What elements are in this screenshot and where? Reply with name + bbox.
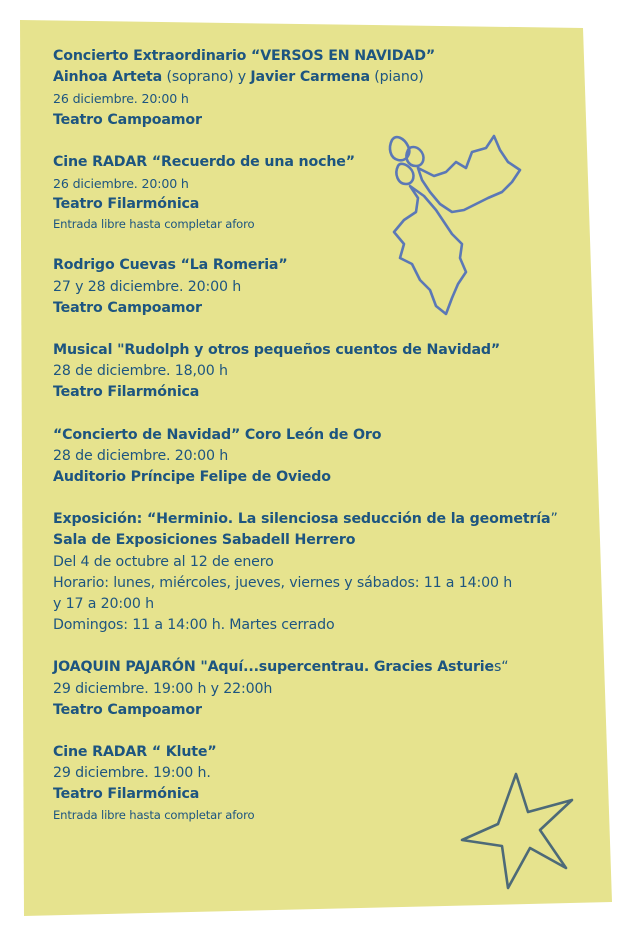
- event-block: [53, 509, 593, 636]
- event-line: [53, 679, 593, 700]
- event-line: [53, 110, 593, 131]
- text-run: Del 4 de octubre al 12 de enero: [53, 553, 274, 570]
- event-line: [53, 615, 593, 636]
- event-line: [53, 700, 593, 721]
- event-line: [53, 530, 593, 551]
- event-block: [53, 657, 593, 721]
- text-run: Exposición: “Herminio. La silenciosa seducción de la geometría: [53, 511, 551, 528]
- event-line: [53, 425, 593, 446]
- text-run: Cine RADAR “ Klute”: [53, 744, 217, 761]
- text-run: s“: [493, 659, 509, 676]
- event-line: [53, 215, 593, 234]
- event-line: [53, 340, 593, 361]
- event-block: [53, 425, 593, 489]
- text-run: 27 y 28 diciembre. 20:00 h: [53, 278, 242, 295]
- text-run: Teatro Filarmónica: [53, 384, 200, 401]
- text-run: Horario: lunes, miércoles, jueves, viernes y sábados: 11 a 14:00 h: [53, 574, 513, 591]
- text-run: Musical "Rudolph y otros pequeños cuentos de Navidad”: [53, 342, 501, 359]
- text-run: Domingos: 11 a 14:00 h. Martes cerrado: [53, 617, 335, 634]
- text-run: 29 diciembre. 19:00 h.: [53, 765, 211, 782]
- text-run: Teatro Campoamor: [53, 701, 202, 718]
- event-block: [53, 255, 593, 319]
- event-line: [53, 277, 593, 298]
- event-line: [53, 784, 593, 805]
- event-block: [53, 152, 593, 235]
- text-run: 26 diciembre. 20:00 h: [53, 176, 189, 192]
- text-run: Teatro Filarmónica: [53, 786, 200, 803]
- text-run: Entrada libre hasta completar aforo: [53, 807, 255, 822]
- event-block: [53, 340, 593, 404]
- text-run: Teatro Campoamor: [53, 299, 202, 316]
- text-run: Entrada libre hasta completar aforo: [53, 217, 255, 232]
- event-block: [53, 46, 593, 131]
- event-line: [53, 298, 593, 319]
- event-line: [53, 573, 593, 594]
- text-run: (soprano) y: [162, 69, 251, 86]
- event-line: [53, 467, 593, 488]
- event-line: [53, 446, 593, 467]
- event-line: [53, 509, 593, 530]
- text-run: JOAQUIN PAJARÓN "Aquí...supercentrau. Gracies Asturie: [53, 659, 494, 676]
- event-line: [53, 194, 593, 215]
- event-line: [53, 806, 593, 825]
- event-line: [53, 173, 593, 194]
- text-run: Concierto Extraordinario “VERSOS EN NAVIDAD”: [53, 48, 436, 64]
- event-line: [53, 255, 593, 276]
- text-run: Ainhoa Arteta: [53, 69, 163, 86]
- text-run: Rodrigo Cuevas “La Romeria”: [53, 257, 288, 274]
- text-run: 28 de diciembre. 18,00 h: [53, 363, 228, 380]
- event-line: [53, 657, 593, 678]
- event-line: [53, 382, 593, 403]
- text-run: ”: [550, 511, 558, 528]
- text-run: Teatro Campoamor: [53, 111, 202, 128]
- event-line: [53, 552, 593, 573]
- text-run: Teatro Filarmónica: [53, 196, 200, 213]
- event-line: [53, 742, 593, 763]
- event-line: [53, 88, 593, 109]
- text-run: 26 diciembre. 20:00 h: [53, 91, 189, 107]
- text-run: 28 de diciembre. 20:00 h: [53, 447, 229, 464]
- event-line: [53, 67, 593, 88]
- event-line: [53, 594, 593, 615]
- event-line: [53, 46, 593, 67]
- text-run: Cine RADAR “Recuerdo de una noche”: [53, 153, 355, 170]
- text-run: (piano): [369, 69, 424, 86]
- text-run: Sala de Exposiciones Sabadell Herrero: [53, 532, 356, 549]
- text-run: 29 diciembre. 19:00 h y 22:00h: [53, 680, 273, 697]
- event-list: [53, 46, 593, 846]
- text-run: Javier Carmena: [250, 69, 370, 86]
- text-run: Auditorio Príncipe Felipe de Oviedo: [53, 469, 331, 486]
- event-line: [53, 763, 593, 784]
- text-run: y 17 a 20:00 h: [53, 596, 154, 613]
- event-line: [53, 361, 593, 382]
- event-block: [53, 742, 593, 825]
- text-run: “Concierto de Navidad” Coro León de Oro: [53, 426, 382, 443]
- event-line: [53, 152, 593, 173]
